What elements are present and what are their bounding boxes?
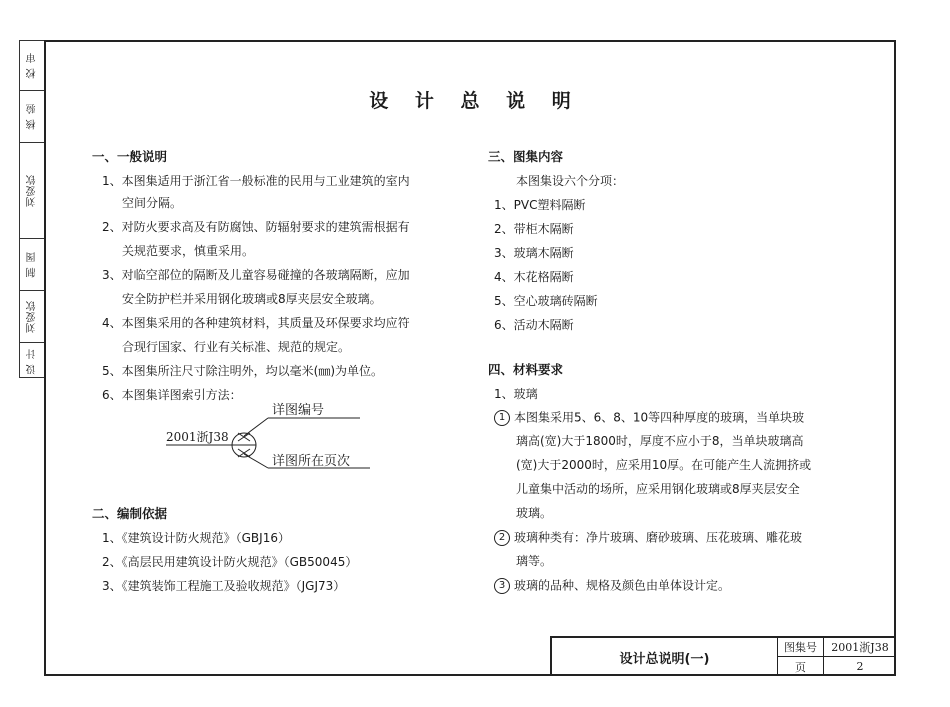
margin-cell-draw: 制 图 bbox=[20, 239, 44, 291]
margin-cell-check: 核 验 bbox=[20, 91, 44, 143]
contents-intro: 本图集设六个分项： bbox=[516, 174, 625, 188]
page-number: 2 bbox=[856, 660, 864, 673]
materials-item-2: 2 玻璃种类有：净片玻璃、磨砂玻璃、压花玻璃、雕花玻 bbox=[494, 530, 802, 546]
section-basis-heading: 二、编制依据 bbox=[92, 506, 168, 521]
general-line: 5、本图集所注尺寸除注明外，均以毫米(㎜)为单位。 bbox=[102, 364, 384, 378]
atlas-number-value: 2001浙J38 bbox=[824, 638, 896, 657]
margin-cell-signature-2: 刘爱钦 bbox=[20, 291, 44, 343]
general-line: 空间分隔。 bbox=[122, 196, 183, 210]
circled-number: 1 bbox=[494, 410, 510, 426]
page-label: 页 bbox=[778, 657, 824, 676]
section-general-heading: 一、一般说明 bbox=[92, 149, 168, 164]
section-materials-heading: 四、材料要求 bbox=[488, 362, 564, 377]
page-title: 设 计 总 说 明 bbox=[369, 90, 581, 112]
basis-line: 1、《建筑设计防火规范》（GBJ16） bbox=[102, 531, 290, 545]
general-line: 关规范要求，慎重采用。 bbox=[122, 244, 255, 258]
materials-sub: 1、玻璃 bbox=[494, 387, 538, 401]
basis-line: 2、《高层民用建筑设计防火规范》（GB50045） bbox=[102, 555, 358, 569]
basis-line: 3、《建筑装饰工程施工及验收规范》（JGJ73） bbox=[102, 579, 346, 593]
general-line: 合现行国家、行业有关标准、规范的规定。 bbox=[122, 340, 351, 354]
contents-item: 5、空心玻璃砖隔断 bbox=[494, 294, 598, 308]
general-line: 6、本图集详图索引方法： bbox=[102, 388, 242, 402]
atlas-number-label: 图集号 bbox=[778, 638, 824, 657]
general-line: 安全防护栏并采用钢化玻璃或8厚夹层安全玻璃。 bbox=[122, 292, 382, 306]
materials-line: 璃高(宽)大于1800时，厚度不应小于8，当单块玻璃高 bbox=[516, 434, 804, 448]
circled-number: 3 bbox=[494, 578, 510, 594]
contents-item: 3、玻璃木隔断 bbox=[494, 246, 574, 260]
materials-item-1: 1 本图集采用5、6、8、10等四种厚度的玻璃，当单块玻 bbox=[494, 410, 804, 426]
general-line: 3、对临空部位的隔断及儿童容易碰撞的各玻璃隔断，应加 bbox=[102, 268, 410, 282]
materials-item-3: 3 玻璃的品种、规格及颜色由单体设计定。 bbox=[494, 578, 730, 594]
contents-item: 6、活动木隔断 bbox=[494, 318, 574, 332]
contents-item: 4、木花格隔断 bbox=[494, 270, 574, 284]
section-contents-heading: 三、图集内容 bbox=[488, 149, 564, 164]
materials-line: 玻璃。 bbox=[516, 506, 553, 520]
margin-cell-design: 设 计 bbox=[26, 347, 38, 375]
index-label-number: 详图编号 bbox=[272, 403, 325, 418]
materials-line: 璃等。 bbox=[516, 554, 553, 568]
general-line: 4、本图集采用的各种建筑材料，其质量及环保要求均应符 bbox=[102, 316, 410, 330]
index-code: 2001浙J38 bbox=[166, 430, 229, 444]
contents-item: 1、PVC塑料隔断 bbox=[494, 198, 586, 212]
materials-line: (宽)大于2000时，应采用10厚。在可能产生人流拥挤或 bbox=[516, 458, 812, 472]
contents-item: 2、带柜木隔断 bbox=[494, 222, 574, 236]
title-block bbox=[550, 636, 896, 676]
margin-cell-review: 校 审 bbox=[20, 41, 44, 91]
index-label-page: 详图所在页次 bbox=[272, 454, 351, 469]
general-line: 1、本图集适用于浙江省一般标准的民用与工业建筑的室内 bbox=[102, 174, 410, 188]
circled-number: 2 bbox=[494, 530, 510, 546]
materials-line: 儿童集中活动的场所，应采用钢化玻璃或8厚夹层安全 bbox=[516, 482, 800, 496]
margin-cell-signature-1: 刘爱钦 bbox=[20, 143, 44, 239]
sheet-title: 设计总说明(一) bbox=[552, 638, 778, 676]
general-line: 2、对防火要求高及有防腐蚀、防辐射要求的建筑需根据有 bbox=[102, 220, 410, 234]
